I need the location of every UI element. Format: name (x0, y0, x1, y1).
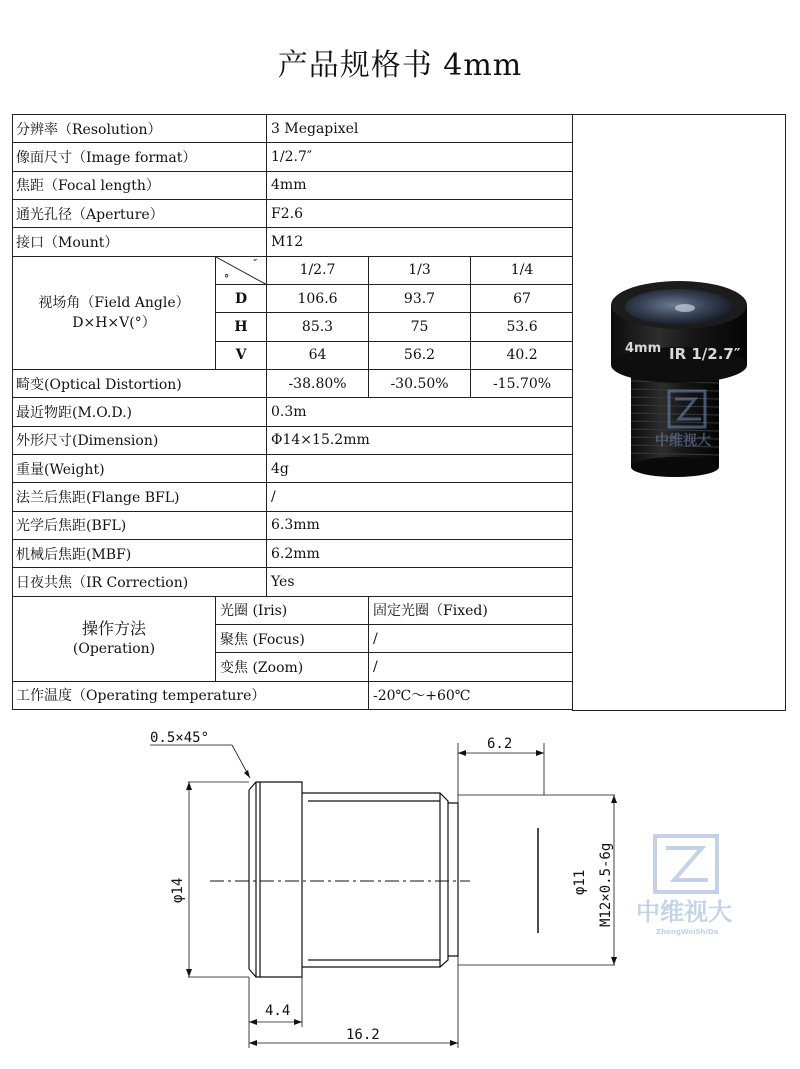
axis-v-label: V (216, 341, 267, 369)
lens-outline (249, 782, 458, 977)
angle-h-value-2: 75 (369, 313, 471, 341)
flange-bfl-value: / (267, 483, 574, 511)
temperature-value: -20℃～+60℃ (369, 681, 574, 709)
operation-iris-value: 固定光圈（Fixed) (369, 596, 574, 624)
image-format-value: 1/2.7″ (267, 143, 574, 171)
distortion-value-1: -38.80% (267, 369, 369, 397)
corner-bottom-mark: ° (223, 272, 230, 284)
chamfer-label: 0.5×45° (150, 730, 210, 746)
row-operation-iris (13, 596, 574, 624)
drawing-watermark-subtext: ZhongWeiShiDa (656, 928, 719, 936)
spec-table (12, 114, 574, 710)
mbf-label: 机械后焦距(MBF) (13, 539, 267, 567)
aperture-label: 通光孔径（Aperture） (13, 199, 267, 227)
row-mount (13, 228, 574, 256)
row-distortion (13, 369, 574, 397)
corner-top-mark: ″ (253, 256, 258, 270)
lens-marking-focal: 4mm (625, 341, 662, 356)
distortion-value-2: -30.50% (369, 369, 471, 397)
angle-d-value-1: 106.6 (267, 284, 369, 312)
top-length-label: 6.2 (487, 736, 513, 752)
format-header-1: 1/2.7 (267, 256, 369, 284)
format-header-3: 1/4 (471, 256, 574, 284)
row-weight (13, 454, 574, 482)
operation-label-line2: (Operation) (72, 640, 156, 657)
flange-length-label: 4.4 (265, 1003, 291, 1019)
diagonal-line-icon (216, 257, 266, 284)
lens-photo-panel (572, 114, 786, 711)
field-angle-label (13, 256, 216, 369)
operation-focus-label: 聚焦 (Focus) (216, 624, 369, 652)
row-image-format (13, 143, 574, 171)
angle-d-value-2: 93.7 (369, 284, 471, 312)
angle-v-value-2: 56.2 (369, 341, 471, 369)
operation-focus-value: / (369, 624, 574, 652)
axis-h-label: H (216, 313, 267, 341)
resolution-value: 3 Megapixel (267, 115, 574, 143)
mbf-value: 6.2mm (267, 539, 574, 567)
drawing-watermark-text: 中维视大 (636, 898, 732, 926)
row-flange-bfl (13, 483, 574, 511)
lens-photo (573, 115, 785, 710)
aperture-value: F2.6 (267, 199, 574, 227)
drawing-watermark (636, 836, 732, 936)
image-format-label: 像面尺寸（Image format） (13, 143, 267, 171)
row-mod (13, 398, 574, 426)
page-title: 产品规格书 4mm (277, 48, 523, 83)
row-dimension (13, 426, 574, 454)
flange-bfl-label: 法兰后焦距(Flange BFL) (13, 483, 267, 511)
inner-diameter-label: φ11 (572, 869, 588, 895)
weight-label: 重量(Weight) (13, 454, 267, 482)
dimension-drawing (0, 715, 800, 1069)
axis-d-label: D (216, 284, 267, 312)
mount-label: 接口（Mount） (13, 228, 267, 256)
distortion-value-3: -15.70% (471, 369, 574, 397)
focal-length-label: 焦距（Focal length） (13, 171, 267, 199)
operation-iris-label: 光圈 (Iris) (216, 596, 369, 624)
row-mbf (13, 539, 574, 567)
temperature-label: 工作温度（Operating temperature） (13, 681, 369, 709)
row-aperture (13, 199, 574, 227)
angle-d-value-3: 67 (471, 284, 574, 312)
ir-correction-value: Yes (267, 568, 574, 596)
row-focal-length (13, 171, 574, 199)
dimension-label: 外形尺寸(Dimension) (13, 426, 267, 454)
lens-marking-ir: IR 1/2.7″ (669, 345, 741, 363)
mod-value: 0.3m (267, 398, 574, 426)
ir-correction-label: 日夜共焦（IR Correction) (13, 568, 267, 596)
format-header-2: 1/3 (369, 256, 471, 284)
focal-length-value: 4mm (267, 171, 574, 199)
weight-value: 4g (267, 454, 574, 482)
resolution-label: 分辨率（Resolution） (13, 115, 267, 143)
mod-label: 最近物距(M.O.D.) (13, 398, 267, 426)
thread-label: M12×0.5-6g (598, 842, 614, 927)
row-ir-correction (13, 568, 574, 596)
row-resolution (13, 115, 574, 143)
row-bfl (13, 511, 574, 539)
mount-value: M12 (267, 228, 574, 256)
operation-zoom-label: 变焦 (Zoom) (216, 653, 369, 681)
angle-h-value-1: 85.3 (267, 313, 369, 341)
total-length-label: 16.2 (346, 1027, 380, 1043)
row-field-angle-header (13, 256, 574, 284)
angle-v-value-1: 64 (267, 341, 369, 369)
operation-zoom-value: / (369, 653, 574, 681)
angle-h-value-3: 53.6 (471, 313, 574, 341)
row-temperature (13, 681, 574, 709)
bfl-value: 6.3mm (267, 511, 574, 539)
distortion-label: 畸变(Optical Distortion) (13, 369, 267, 397)
operation-label-line1: 操作方法 (81, 618, 146, 638)
operation-label (13, 596, 216, 681)
dimension-value: Φ14×15.2mm (267, 426, 574, 454)
field-angle-label-line2: D×H×V(°） (72, 314, 156, 331)
body-diameter-label: φ14 (170, 877, 186, 903)
bfl-label: 光学后焦距(BFL) (13, 511, 267, 539)
field-angle-corner (216, 256, 267, 284)
photo-watermark-text: 中维视大 (655, 433, 711, 449)
angle-v-value-3: 40.2 (471, 341, 574, 369)
field-angle-label-line1: 视场角（Field Angle） (38, 294, 190, 311)
